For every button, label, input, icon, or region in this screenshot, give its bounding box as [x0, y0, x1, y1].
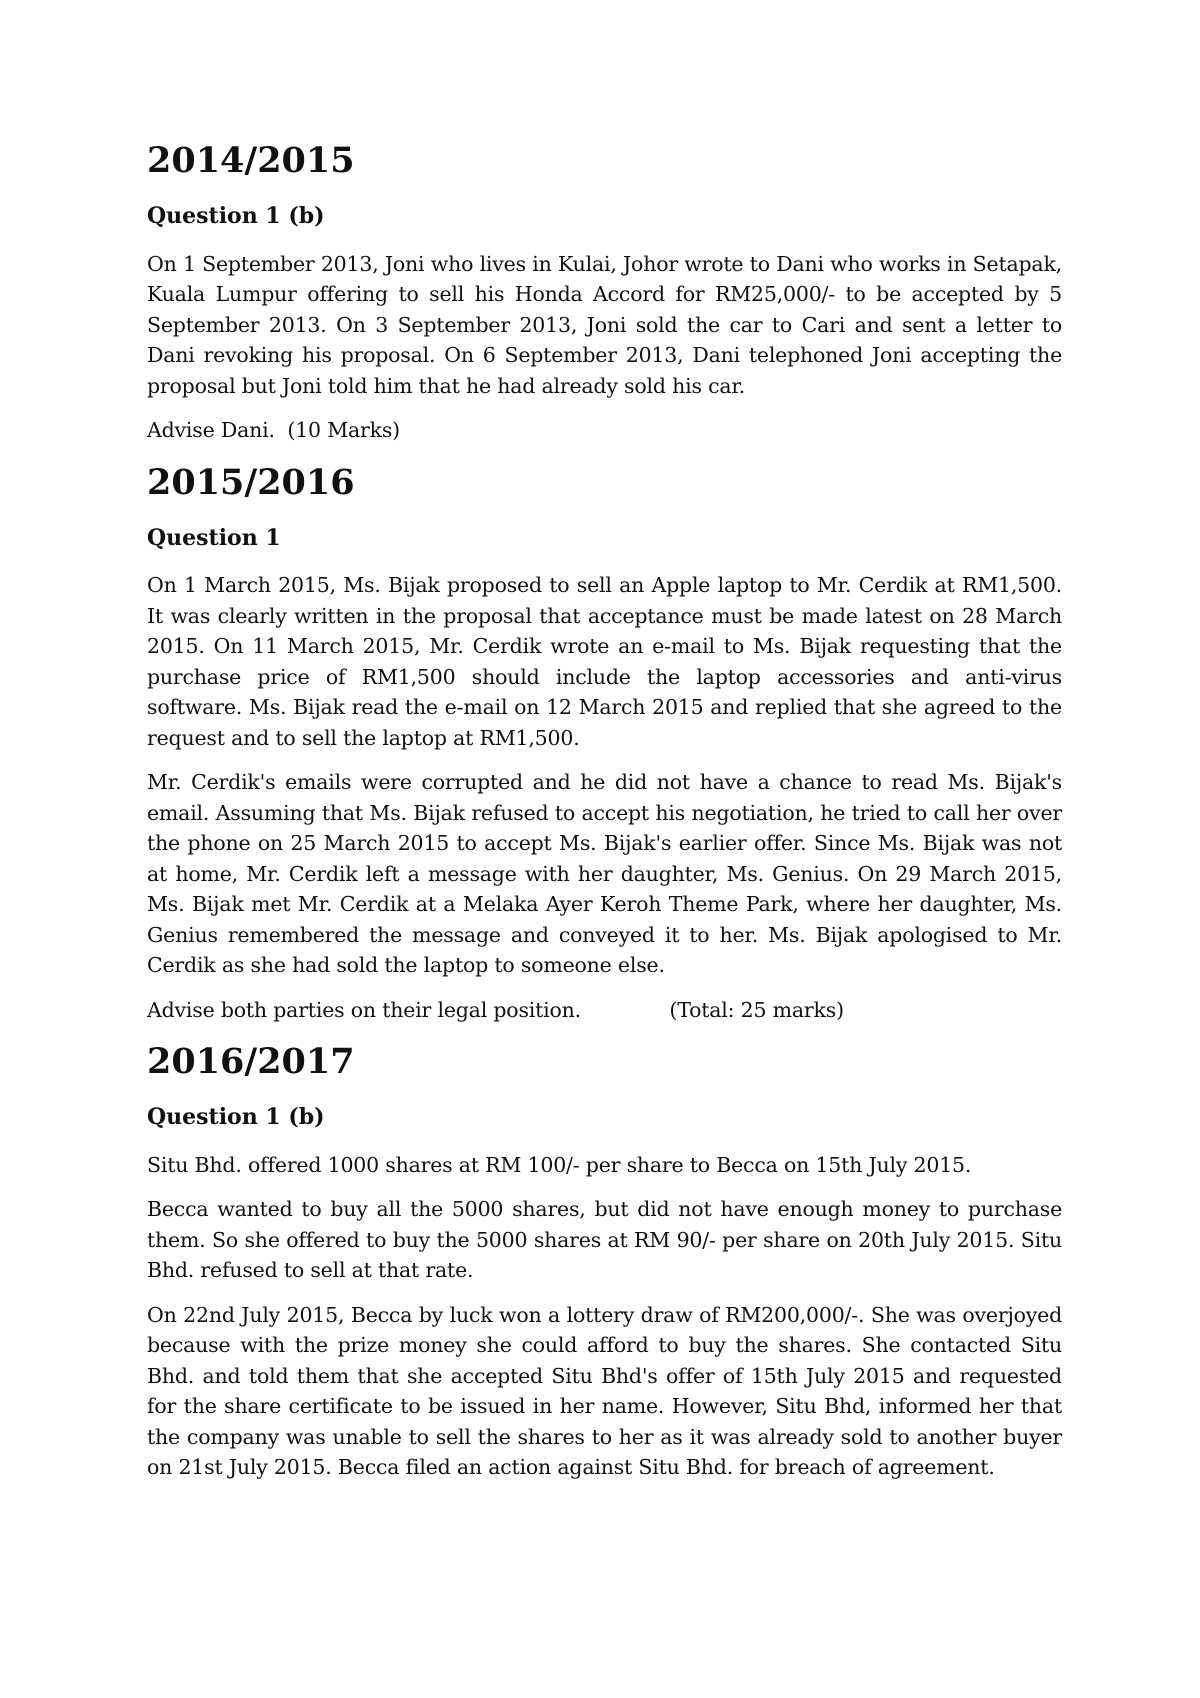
question-paragraph: On 22nd July 2015, Becca by luck won a lottery draw of RM200,000/-. She was overjoyed because with the prize money she could afford to buy the shares. She contacted Situ Bhd. and told them that she accepted Situ Bhd's offer of 15th July 2015 and requested for the share certificate to be issued in her name. However, Situ Bhd, informed her that the company was unable to sell the shares to her as it was already sold to another buyer on 21st July 2015. Becca filed an action against Situ Bhd. for breach of agreement. — [147, 1302, 1062, 1480]
section-2015-2016 — [147, 462, 1062, 1026]
question-heading: Question 1 (b) — [147, 1104, 325, 1131]
question-paragraph: Situ Bhd. offered 1000 shares at RM 100/- per share to Becca on 15th July 2015. — [147, 1152, 972, 1177]
question-paragraph: Becca wanted to buy all the 5000 shares, but did not have enough money to purchase them. So she offered to buy the 5000 shares at RM 90/- per share on 20th July 2015. Situ Bhd. refused to sell at that rate. — [147, 1197, 1062, 1283]
section-year-heading: 2015/2016 — [147, 461, 355, 503]
question-heading: Question 1 (b) — [147, 203, 325, 229]
section-2016-2017 — [147, 1041, 1062, 1483]
advise-line: Advise Dani. (10 Marks) — [147, 418, 400, 443]
question-paragraph: Mr. Cerdik's emails were corrupted and he did not have a chance to read Ms. Bijak's email. Assuming that Ms. Bijak refused to accept his negotiation, he tried to call her over the phone on 25 March 2015 to accept Ms. Bijak's earlier offer. Since Ms. Bijak was not at home, Mr. Cerdik left a message with her daughter, Ms. Genius. On 29 March 2015, Ms. Bijak met Mr. Cerdik at a Melaka Ayer Keroh Theme Park, where her daughter, Ms. Genius remembered the message and conveyed it to her. Ms. Bijak apologised to Mr. Cerdik as she had sold the laptop to someone else. — [147, 770, 1062, 978]
question-paragraph: On 1 September 2013, Joni who lives in Kulai, Johor wrote to Dani who works in Setapak, Kuala Lumpur offering to sell his Honda Accord for RM25,000/- to be accepted by 5 September 2013. On 3 September 2013, Joni sold the car to Cari and sent a letter to Dani revoking his proposal. On 6 September 2013, Dani telephoned Joni accepting the proposal but Joni told him that he had already sold his car. — [147, 251, 1062, 398]
section-2014-2015 — [147, 140, 1062, 446]
advise-line: Advise both parties on their legal position. (Total: 25 marks) — [147, 997, 844, 1022]
question-heading: Question 1 — [147, 524, 281, 551]
section-year-heading: 2014/2015 — [147, 140, 355, 181]
section-year-heading: 2016/2017 — [147, 1041, 355, 1083]
question-paragraph: On 1 March 2015, Ms. Bijak proposed to sell an Apple laptop to Mr. Cerdik at RM1,500. It was clearly written in the proposal that acceptance must be made latest on 28 March 2015. On 11 March 2015, Mr. Cerdik wrote an e-mail to Ms. Bijak requesting that the purchase price of RM1,500 should include the laptop accessories and anti-virus software. Ms. Bijak read the e-mail on 12 March 2015 and replied that she agreed to the request and to sell the laptop at RM1,500. — [147, 573, 1062, 750]
document-page — [147, 140, 1062, 1499]
